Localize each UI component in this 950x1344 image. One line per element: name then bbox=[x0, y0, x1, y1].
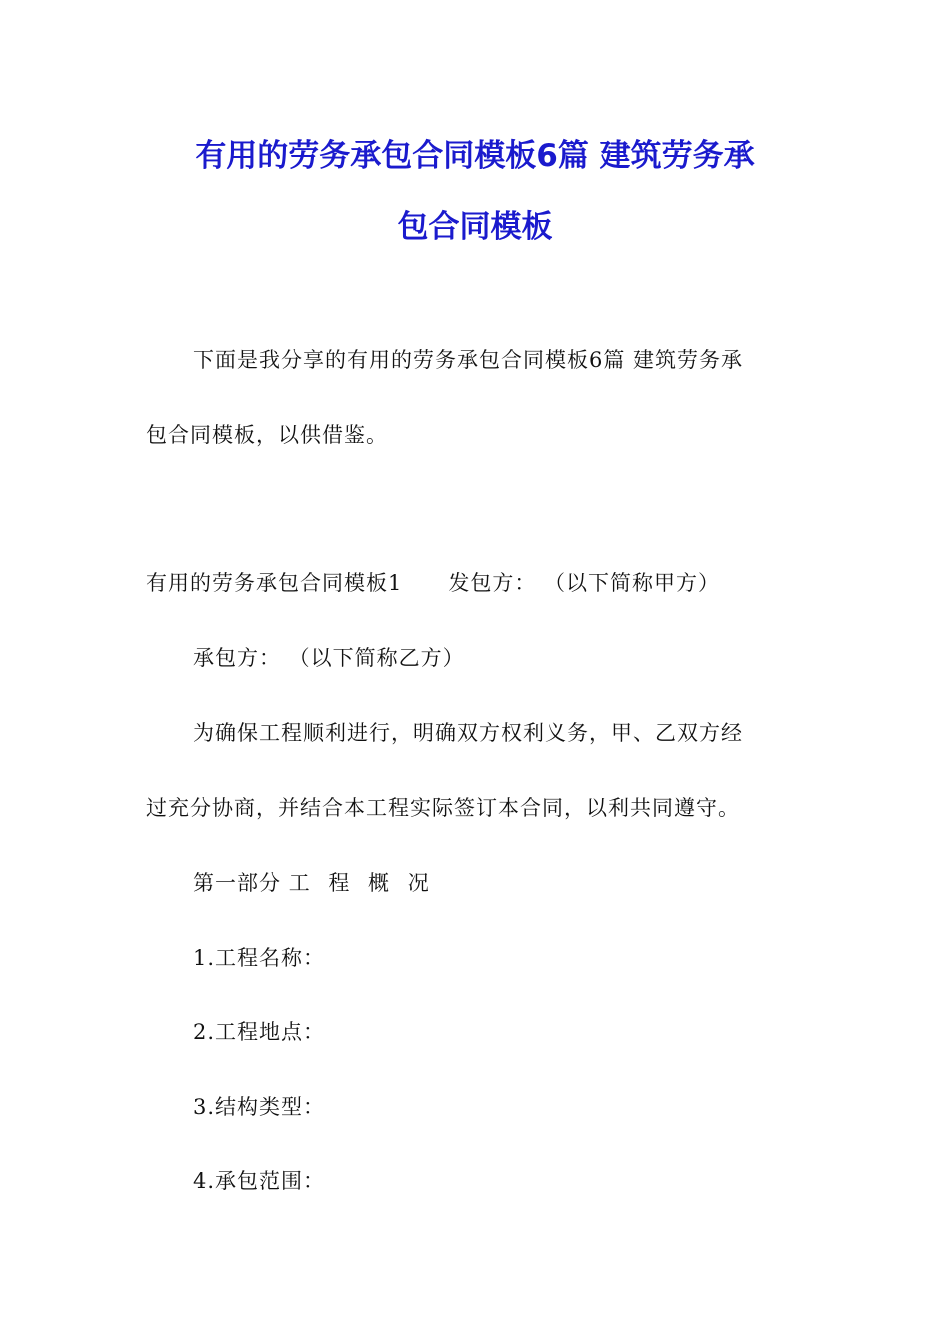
contract-scope-field: 4.承包范围： bbox=[193, 1169, 326, 1193]
project-location-field: 2.工程地点： bbox=[193, 1020, 326, 1044]
section-title: 工 程 概 况 bbox=[288, 871, 435, 895]
intro-paragraph-line-1: 下面是我分享的有用的劳务承包合同模板6篇 建筑劳务承 bbox=[193, 348, 744, 372]
purpose-paragraph-line-2: 过充分协商，并结合本工程实际签订本合同，以利共同遵守。 bbox=[146, 796, 740, 820]
section-label: 第一部分 bbox=[193, 871, 281, 895]
party-a-line: 发包方： （以下简称甲方） bbox=[448, 571, 721, 595]
intro-paragraph-line-2: 包合同模板，以供借鉴。 bbox=[146, 423, 388, 447]
purpose-paragraph-line-1: 为确保工程顺利进行，明确双方权利义务，甲、乙双方经 bbox=[193, 721, 743, 745]
party-b-line: 承包方： （以下简称乙方） bbox=[193, 646, 465, 670]
document-title-line-2: 包合同模板 bbox=[397, 209, 553, 245]
section-heading bbox=[193, 868, 435, 898]
document-title-line-1: 有用的劳务承包合同模板6篇 建筑劳务承 bbox=[195, 138, 755, 174]
template-heading-row bbox=[146, 568, 720, 598]
structure-type-field: 3.结构类型： bbox=[193, 1095, 326, 1119]
project-name-field: 1.工程名称： bbox=[193, 946, 326, 970]
template-heading: 有用的劳务承包合同模板1 bbox=[146, 571, 403, 595]
